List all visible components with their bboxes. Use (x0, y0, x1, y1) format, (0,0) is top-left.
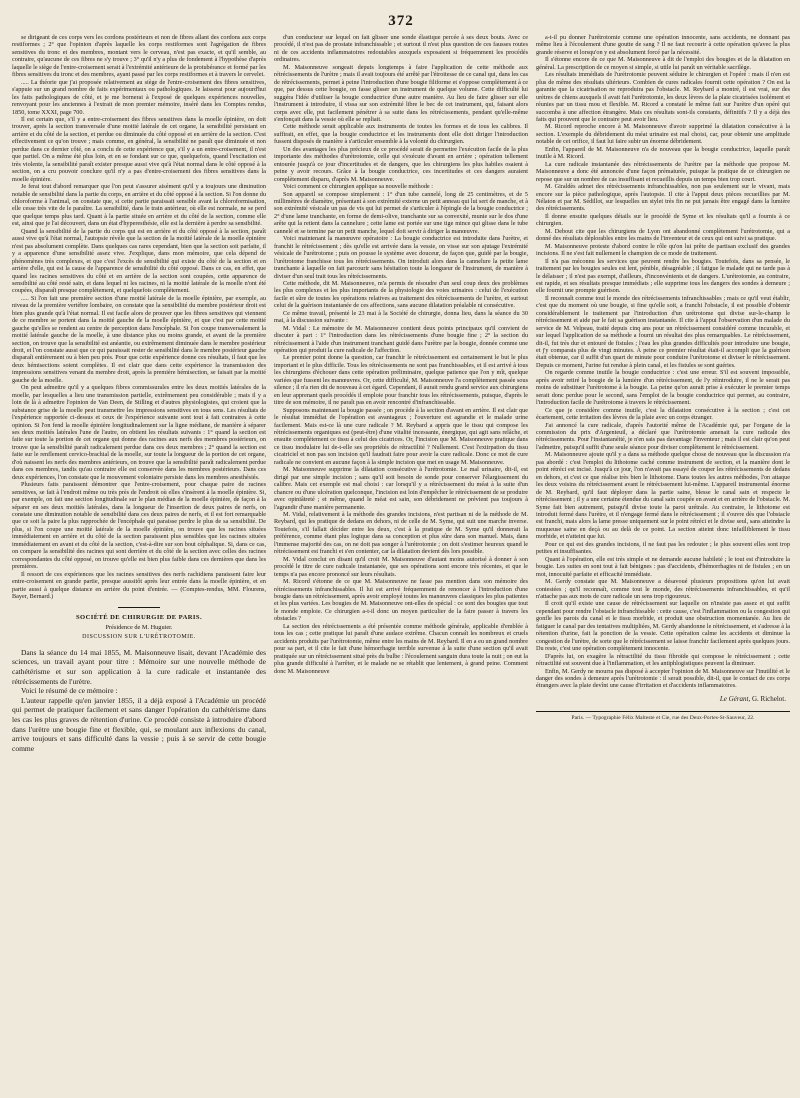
paragraph: M. Vidal : Le mémoire de M. Maisonneuve contient deux points principaux qu'il convient de discuter à part : 1° l'introduction dans les rétrécissements d'une bougie fine ; 2° la section du rétrécissement à l'aide d'un instrument tranchant guidé dans l'urètre par la bougie, donnée comme une opération qui produit la cure radicale de l'affection. (274, 324, 528, 355)
paragraph: Quand la sensibilité de la partie du corps qui est en arrière et du côté opposé à la section, paraît aussi vive qu'à l'état normal, l'autopsie révèle que la section de la moitié latérale de la moelle épinière n'est pas absolument complète. Dans quelques cas rares cependant, bien que la section soit parfaite, il y a apparence d'une sensibilité assez vive. J'explique, dans mon mémoire, que cela dépend de phénomènes très complexes, et que c'est l'excès de sensibilité qui existe du côté de la section et en arrière d'elle, qui est la cause de l'apparence de sensibilité du côté opposé. Dans ce cas, en effet, que quand les racines sensitives du côté et en arrière de la section sont coupées, cette apparence de sensibilité au côté resté sain, et dans lequel ni les racines, ni la moitié latérale de la moelle n'ont été coupées, disparaît presque complètement, et quelquefois complètement. (12, 227, 266, 295)
paragraph: M. Maisonneuve ajoute qu'il y a dans sa méthode quelque chose de nouveau que la discussion n'a pas abordé : c'est l'emploi du lithotome caché comme instrument de section, et la manière dont le point rétréci est incisé. Jusqu'à ce jour, l'on n'avait pas essayé de couper les rétrécissements de dedans en dehors, et c'est ce que réalise très bien le lithotome. Dans toutes les autres méthodes, l'on attaque les deux voisins du rétrécissement avant le rétrécissement lui-même. L'appareil instrumental énorme de M. Reybard, qu'il faut déployer dans la partie saine, blesse le canal sain et respecte le rétrécissement ; il y a une certaine étendue du canal sain coupée en avant et en arrière de l'obstacle. M. Syme fait bien autrement, puisqu'il divise toute la paroi urétrale. Au contraire, le lithotome est introduit fermé dans l'urètre, et il n'engage fermé dans le rétrécissement ; il s'ouvre dès que l'obstacle est franchi, mais alors la lame presse uniquement sur le point rétréci et le divise seul, sans atteindre la muqueuse saine en deçà ou au delà de ce point. La section atteint donc infailliblement le tissu morbide, et n'atteint que lui. (536, 451, 790, 541)
paragraph: Le premier point donne la question, car franchir le rétrécissement est certainement le but le plus important et le plus difficile. Tous les rétrécissements ne sont pas franchissables, et il est arrivé à tous les chirurgiens d'échouer dans cette opération préliminaire, quelque patience que l'on y mît, quelque variées que fussent les manœuvres. Or, cette difficulté, M. Maisonneuve l'a complètement passée sous silence ; il n'a rien dit de nouveau à cet égard. Cependant, il aurait rendu grand service aux chirurgiens en leur apprenant quels procédés il emploie pour franchir tous les rétrécissements, puisque, d'après le titre de son mémoire, il ne paraît pas en avoir rencontré d'infranchissable. (274, 354, 528, 407)
paragraph: Un des avantages les plus précieux de ce procédé serait de permettre l'exécution facile de la plus importante des méthodes d'urétrotomie, celle qui s'exécute d'avant en arrière ; opération tellement entourée jusqu'à ce jour d'incertitudes et de dangers, que les chirurgiens les plus habiles osaient à peine y avoir recours. Grâce à la bougie conductrice, ces incertitudes et ces dangers auraient complètement disparu, d'après M. Maisonneuve. (274, 145, 528, 183)
signature-role: Le Gérant, (719, 694, 751, 703)
column-3 (536, 34, 790, 1094)
paragraph: On regarde comme inutile la bougie conductrice : c'est une erreur. S'il est souvent impossible, après avoir retiré la bougie de la lumière d'un rétrécissement, de l'y réintroduire, il ne le serait pas moins de substituer l'urétrotome à la bougie. La peine qu'on aurait prise à exécuter le premier temps serait donc perdue pour le second, sans l'emploi de la bougie conductrice qui permet, au contraire, l'introduction facile de l'urétrotome à travers le rétrécissement. (536, 369, 790, 407)
paragraph: M. Vidal conclut en disant qu'il croit M. Maisonneuve d'autant moins autorisé à donner à son procédé le titre de cure radicale instantanée, que ses opérations sont encore très récentes, et que le temps n'a pas encore prononcé sur leurs résultats. (274, 555, 528, 578)
paragraph: J'ai annoncé la cure radicale, d'après l'autorité même de l'Académie qui, par l'organe de la commission du prix d'Argenteuil, a déclaré que l'urétrotomie amenait la cure radicale des rétrécissements. Pour l'instantanéité, je n'en sais pas davantage l'inventeur ; mais il est clair qu'on peut l'admettre, puisqu'il suffit d'une seule séance pour diviser complètement le rétrécissement. (536, 421, 790, 451)
paragraph: M. Debout cite que les chirurgiens de Lyon ont abandonné complètement l'urétrotomie, qui a donné des résultats déplorables entre les mains de l'inventeur et de ceux qui ont suivi sa pratique. (536, 227, 790, 243)
paragraph: Il donne ensuite quelques détails sur le procédé de Syme et les résultats qu'il a fournis à ce chirurgien. (536, 212, 790, 228)
paragraph: a-t-il pu donner l'urétrotomie comme une opération innocente, sans accidents, ne donnant pas même lieu à l'écoulement d'une goutte de sang ? Il ne faut recourir à cette opération qu'avec la plus grande réserve et lorsqu'on y est absolument forcé par la nécessité. (536, 34, 790, 56)
paragraph: Voici maintenant la manœuvre opératoire : La bougie conductrice est introduite dans l'urètre, et franchit le rétrécissement ; dès qu'elle est arrivée dans la vessie, on visse sur son ajutage l'extrémité vésicale de l'urétrotome ; puis on pousse le système avec douceur, de façon que, guidé par la bougie, l'urétrotome franchisse tous les rétrécissements. On introduit alors dans la cannelure la petite lame tranchante à laquelle on fait parcourir sans hésitation toute la longueur de l'instrument, de manière à diviser d'un seul trait tous les rétrécissements. (274, 235, 528, 280)
paragraph: Enfin, l'appareil de M. Maisonneuve n'a de nouveau que la bougie conductrice, laquelle paraît inutile à M. Ricord. (536, 145, 790, 161)
paragraph: Il n'a pas méconnu les services que peuvent rendre les bougies. Toutefois, dans sa pensée, le traitement par les bougies seules est lent, pénible, désagréable ; il fatigue le malade qui ne tarde pas à le délaisser ; il n'est pas exempt, d'ailleurs, d'inconvénients et de dangers. L'urétrotomie, au contraire, est rapide, et ses résultats presque immédiats ; elle supprime tous les dangers des sondes à demeure ; elle fournit une prompte guérison. (536, 257, 790, 295)
paragraph: Dans la séance du 14 mai 1855, M. Maisonneuve lisait, devant l'Académie des sciences, un travail ayant pour titre : Mémoire sur une nouvelle méthode de cathétérisme et sur son application à la cure radicale et instantanée des rétrécissements de l'urètre. (12, 647, 266, 686)
paragraph: Les résultats immédiats de l'urétrotomie peuvent séduire le chirurgien et l'opéré : mais il n'en est plus de même des résultats ultérieurs. Combien de cures radicales fournit cette opération ? On est la garantie que la cicatrisation ne reproduira pas l'obstacle. M. Reybard a montré, il est vrai, sur des urètres de chiens auxquels il avait fait l'urétrotomie, les deux lèvres de la plaie cicatrisées isolément et réunies par un tissu mou et flexible. M. Ricord a constaté le même fait sur l'urètre d'un opéré qui succomba à une affection étrangère. Mais ces résultats sont-ils constants, définitifs ? Il y a déjà des faits qui prouvent que le contraire peut avoir lieu. (536, 71, 790, 123)
paragraph: Ce même travail, présenté le 23 mai à la Société de chirurgie, donna lieu, dans la séance du 30 mai, à la discussion suivante : (274, 309, 528, 325)
column-3-body (536, 34, 790, 690)
column-2-body (274, 34, 528, 675)
paragraph: Ce que je considère comme inutile, c'est la dilatation consécutive à la section ; c'est cet écartement, cette irritation des lèvres de la plaie avec un corps étranger. (536, 406, 790, 422)
paragraph: ..... La théorie que j'ai proposée relativement au siège de l'entre-croisement des fibres sensitives, s'appuie sur un grand nombre de faits expérimentaux ou pathologiques. Je laisserai pour aujourd'hui les faits pathologiques de côté, et je me bornerai à l'exposé de quelques expériences nouvelles, renvoyant pour les anciennes à l'extrait de mon premier mémoire, inséré dans les Comptes rendus, 1850, tome XXXI, page 700. (12, 78, 266, 116)
paragraph: On peut admettre qu'il y a quelques fibres commissurales entre les deux moitiés latérales de la moelle, par lesquelles a lieu une transmission partielle, extrêmement peu considérable ; mais il y a loin de là à admettre l'opinion de Van Deen, de Stilling et d'autres physiologistes, qui croient que la substance grise de la moelle peut transmettre les impressions sensitives en tous sens. Les résultats de l'expérience rapportée ci-dessus et ceux de l'expérience suivante sont tout à fait contraires à cette opinion. Si l'on fend la moelle épinière longitudinalement sur la ligne médiane, de manière à séparer ses deux moitiés latérales l'une de l'autre, on obtient les résultats suivants : 1° quand la section est faite sur toute la portion de cet organe qui donne des racines aux nerfs des membres postérieurs, on trouve que la sensibilité paraît radicalement perdue dans ces deux membres ; 2° quand la section est faite sur le renflement cervico-brachial de la moelle, sur toute la longueur de la portion de cet organe, d'où naissent les nerfs des membres antérieurs, on trouve que la sensibilité paraît radicalement perdue dans ces membres, tandis qu'au contraire elle est conservée dans les membres postérieurs. Dans ces deux expériences, l'on constate que le mouvement volontaire persiste dans les membres anesthésiés. (12, 384, 266, 481)
paragraph: M. Giraldès admet des rétrécissements infranchissables, non pas seulement sur le vivant, mais encore sur la pièce pathologique, après l'autopsie. Il cite à l'appui deux pièces recueillies par M. Nélaton et par M. Sédillot, sur lesquelles un stylet très fin ne put jamais être engagé dans la lumière des rétrécissements. (536, 183, 790, 213)
paragraph: Il est certain que, s'il y a entre-croisement des fibres sensitives dans la moelle épinière, on doit trouver, après la section transversale d'une moitié latérale de cet organe, la sensibilité persistant en arrière et du côté de la section, et perdue ou diminuée du côté opposé et en arrière de la section. C'est effectivement ce qu'on trouve ; mais comme, en général, la sensibilité ne paraît que diminuée et non perdue dans ce dernier côté, on a conclu de cette expérience que, s'il y a un entre-croisement, il n'est que partiel. On a même été plus loin, et en se fondant sur ce que, quelquefois, quand l'excitation est très violente, la sensibilité paraît exister presque aussi vive qu'à l'état normal dans le côté opposé à la section, on a cru pouvoir conclure qu'il n'y a pas d'entre-croisement des fibres sensitives dans la moelle épinière. (12, 115, 266, 183)
paragraph: Il reconnaît comme tout le monde des rétrécissements infranchissables ; mais ce qu'il veut établir, c'est que du moment où une bougie, si fine qu'elle soit, a franchi l'obstacle, il est possible d'obtenir considérablement le traitement par l'introduction d'un urétrotome qui divise sur-le-champ le rétrécissement et aide par le fait sa guérison instantanée. Il cite à l'appui l'observation d'un malade du service de M. Velpeau, traité depuis cinq ans pour un rétrécissement considéré comme incurable, et sur lequel l'application de sa méthode a fourni un résultat des plus remarquables. Le rétrécissement, dit-il, fut très dur et entouré de fistules ; l'eau les plus grandes difficultés pour introduire une bougie, et j'y comparais plus de vingt minutes. À peine ce premier résultat était-il accompli que la guérison était obtenue, car il suffit d'un quart de minute pour conduire l'urétrotome et diviser le rétrécissement. Depuis ce moment, l'urine fut rendue à plein canal, et les fistules se sont guéries. (536, 294, 790, 369)
paragraph: Quant à l'opération, elle est très simple et ne demande aucune habileté ; le tout est d'introduire la bougie. Les suites en sont tout à fait bénignes : pas d'accidents, d'hémorrhagies ni de fistules ; en un mot, innocuité parfaite et efficacité immédiate. (536, 555, 790, 578)
paragraph: Enfin, M. Gerdy ne mourra pas disposé à accepter l'opinion de M. Maisonneuve sur l'inutilité et le danger des sondes à demeure après l'urétrotomie : il serait possible, dit-il, que le contact de ces corps étrangers avec la plaie devînt une cause d'irritation et d'accidents inflammatoires. (536, 667, 790, 690)
imprint-rule (536, 711, 790, 712)
paragraph: Supposons maintenant la bougie passée ; on procède à la section d'avant en arrière. Il est clair que le résultat immédiat de l'opération est avantageux ; l'ouverture est agrandie et le malade urine facilement. Mais est-ce là une cure radicale ? M. Reybard a appris que le tissu qui compose les rétrécissements organiques est (peut-être) d'une vitalité incessante, énergique, qui agit sans relâche, et ensuite complètement ce tissu à celui des cicatrices. Or, l'incision que M. Maisonneuve pratique dans ce tissu inodulaire lui de-t-elle ses propriétés de rétractilité ? Nullement. C'est l'extirpation du tissu cicatriciel et non pas son incision qu'il faudrait faire pour avoir la cure radicale. Donc ce mot de cure radicale ne convient en aucune façon à la simple incision que met en usage M. Maisonneuve. (274, 406, 528, 466)
section-separator (118, 607, 160, 608)
page-number: 372 (388, 13, 414, 29)
paragraph: Cette méthode, dit M. Maisonneuve, m'a permis de résoudre d'un seul coup deux des problèmes les plus complexes et les plus importants de la physiologie des voies urinaires : celui de l'exécution facile et sûre de toutes les opérations relatives au traitement des rétrécissements de l'urètre, et surtout celui de la guérison instantanée de ces affections, sans aucune dilatation préalable ni consécutive. (274, 279, 528, 310)
paragraph: Son appareil se compose simplement : 1° d'un tube cannelé, long de 25 centimètres, et de 5 millimètres de diamètre, présentant à son extrémité externe un petit anneau qui lui sert de manche, et à son extrémité vésicale un pas de vis qui lui permet de s'articuler à l'épingle de la bougie conductrice ; 2° d'une lame tranchante, en forme de demi-olive, tranchante sur sa convexité, munie sur le dos d'une arête qui la retient dans la cannelure ; cette lame est portée sur une tige mince qui glisse dans le tube cannelé et se termine par un petit manche, lequel doit servir à diriger la manœuvre. (274, 190, 528, 235)
paragraph: M. Ricord s'étonne de ce que M. Maisonneuve ne fasse pas mention dans son mémoire des rétrécissements infranchissables. Il lui est arrivé fréquemment de renoncer à l'introduction d'une bougie dans un rétrécissement, après avoir employé toutes les manœuvres classiques les plus patientes et les plus variées. Les bougies de M. Maisonneuve ont-elles de spécial : ce sont des bougies que tout le monde emploie. Ce chirurgien a-t-il donc un moyen particulier de la faire passer à travers les obstacles ? (274, 578, 528, 623)
paragraph: Plusieurs faits paraissent démontrer que l'entre-croisement, pour chaque paire de racines sensitives, se fait à l'endroit même ou très près de l'endroit où elles s'insèrent à la moelle épinière. Si, par exemple, on fait une section longitudinale sur le plan médian de la moelle épinière, de façon à la séparer en ses deux moitiés latérales, dans la longueur de l'insertion de deux paires de nerfs, on constate une diminution notable de sensibilité dans ces deux paires de nerfs, et il est fort remarquable que ce soit la paire la plus rapprochée de l'encéphale qui paraisse perdre le plus de sa sensibilité. De plus, si l'on coupe une moitié latérale de la moelle épinière, on trouve que les racines situées immédiatement en arrière et du côté de la section paraissent plus sensibles que les racines situées immédiatement en avant et du côté de la section, c'est-à-dire sur son bout céphalique. Si, dans ce cas, on compare la sensibilité des racines qui sont derrière et du côté de la section avec celles des racines correspondantes du côté opposé, on trouve qu'elle est bien plus faible dans ces dernières que dans les premières. (12, 481, 266, 571)
paragraph: D'après lui, on exagère la rétractilité du tissu fibroïde qui compose le rétrécissement ; cette rétractilité est souvent due à l'inflammation, et les antiphlogistiques peuvent la diminuer. (536, 652, 790, 668)
paragraph: M. Maisonneuve proteste d'abord contre le rôle qu'on lui prête de partisan exclusif des grandes incisions. Il ne s'est fait nullement le champion de ce mode de traitement. (536, 242, 790, 258)
paragraph: La section des rétrécissements a été présentée comme méthode générale, applicable d'emblée à tous les cas ; cette pratique lui paraît d'une audace extrême. Chacun connaît les nombreux et cruels accidents produits par l'urétrotomie, même entre les mains de M. Reybard. Il en a eu un grand nombre pour sa part, et il cite le fait d'une hémorrhagie terrible survenue à la suite d'une section qu'il avait pratiquée sur un rétrécissement situé près du bulbe : l'écoulement sanguin dura toute la nuit ; on eut la plus grande difficulté à l'arrêter, et le malade ne se rétablit que lentement, à grand peine. Comment donc M. Maisonneuve (274, 622, 528, 675)
paragraph: Il croit qu'il existe une cause de rétrécissement sur laquelle on n'insiste pas assez et qui suffit cependant pour rendre l'obstacle infranchissable : cette cause, c'est l'inflammation ou la congestion qui gonfle les parois du canal et le tissu morbide, et produit une obstruction momentanée. Au lieu de fatiguer le canal par des tentatives multipliées, M. Gerdy abandonne le rétrécissement, et s'adresse à la rétention d'urine, fait la ponction de la vessie. Cette opération calme les accidents et diminue la congestion de l'urètre, de sorte que le rétrécissement se laisse franchir facilement après quelques jours. Du reste, c'est une opération complètement innocente. (536, 600, 790, 653)
paragraph: se dirigeant de ces corps vers les cordons postérieurs et non de fibres allant des cordons aux corps restiformes ; 2° que l'opinion d'après laquelle les corps restiformes sont l'agrégation de fibres sensitives du tronc et des membres, montant vers le cerveau, n'est pas exacte, et qu'il semble, au contraire, qu'aucune de ces fibres ne s'y trouve ; 3° qu'il n'y a plus de fondement à l'hypothèse d'après laquelle le siège de l'entre-croisement serait à l'extrémité antérieure de la protubérance et formé par les fibres sensitives du tronc et des membres, ayant passé par les corps restiformes et à travers le cervelet. (12, 34, 266, 79)
paragraph: Il ressort de ces expériences que les racines sensitives des nerfs rachidiens paraissent faire leur entre-croisement en grande partie, presque aussitôt après leur entrée dans la moelle épinière, et en partie aussi à quelque distance en arrière du point d'entrée. — (Comptes-rendus, MM. Flourens, Bayer, Bernard.) (12, 570, 266, 600)
paragraph: Il s'étonne encore de ce que M. Maisonneuve à dit de l'emploi des bougies et de la dilatation en général. La prescription de ce moyen si simple, si utile lui paraît un véritable sacrilège. (536, 56, 790, 71)
text-columns (12, 34, 790, 1094)
paragraph: Cette méthode serait applicable aux instruments de toutes les formes et de tous les calibres. Il suffirait, en effet, que la bougie conductrice et les instruments dont elle doit diriger l'introduction fussent disposés de manière à s'articuler ensemble à la volonté du chirurgien. (274, 123, 528, 146)
paragraph: L'auteur rappelle qu'en janvier 1855, il a déjà exposé à l'Académie un procédé qui permet de pratiquer facilement et sans danger l'opération du cathétérisme dans les cas les plus graves de rétention d'urine. Ce procédé consiste à introduire d'abord dans l'urètre une bougie fine et flexible, qui, se moulant aux inflexions du canal, arrive toujours et sans difficulté dans la vessie ; puis à se servir de cette bougie comme (12, 695, 266, 753)
paragraph: La cure radicale instantanée des rétrécissements de l'urètre par la méthode que propose M. Maisonneuve a donc été annoncée d'une façon prématurée, puisque la pratique de ce chirurgien ne repose que sur un nombre de cas insuffisant et recueillis depuis un temps bien trop court. (536, 160, 790, 183)
paragraph: M. Maisonneuve supprime la dilatation consécutive à l'urétrotomie. Le mal urinaire, dit-il, est dirigé par une simple incision ; sans qu'il soit besoin de sonde pour conserver l'élargissement du calibre. Mais cet exemple est mal choisi : car lorsqu'il y a rétrécissement du méat à la suite d'un chancre ou d'une ulcération quelconque, l'incision est loin d'empêcher le rétrécissement de se produire avec opiniâtreté ; et même, quand le méat est sain, son débridement ne prévient pas toujours à l'agrandir d'une manière permanente. (274, 466, 528, 511)
paragraph: M. Vidal, relativement à la méthode des grandes incisions, n'est partisan ni de la méthode de M. Reybard, qui les pratique de dedans en dehors, ni de celle de M. Syme, qui suit une marche inverse. Toutefois, s'il fallait décider entre les deux, c'est à la pratique de M. Syme qu'il donnerait la préférence, comme étant plus logique dans sa conception et plus sûre dans son manuel. Mais, dans l'immense majorité des cas, on ne doit pas songer à l'urétrotomie ; on doit s'estimer heureux quand le rétrécissement est franchi et s'en contenter, car la dilatation devient dès lors possible. (274, 511, 528, 556)
signature (536, 696, 786, 703)
paragraph: d'un conducteur sur lequel on fait glisser une sonde élastique percée à ses deux bouts. Avec ce procédé, il n'est pas de prostate infranchissable ; et surtout il n'est plus question de ces fausses routes ni de ces accidents inflammatoires redoutables auxquels exposaient si fréquemment les procédés ordinaires. (274, 34, 528, 64)
paragraph: Voici le résumé de ce mémoire : (21, 686, 118, 696)
paragraph: Je ferai tout d'abord remarquer que l'on peut s'assurer aisément qu'il y a toujours une diminution notable de sensibilité dans la partie du corps, en arrière et du côté opposé à la section. Si l'on donne du chloroforme à l'animal, on constate que, si cette partie paraissait sensible avant la chloroformisation, elle cesse très vite de le paraître. La sensibilité, dans le train antérieur, où elle est normale, ne se perd que quelque temps plus tard. Quant à la partie située en arrière et du côté de la section, comme elle est, ainsi que je l'ai découvert, dans un état d'hyperesthésie, elle est la dernière à perdre sa sensibilité. (12, 183, 266, 228)
session-intro (12, 648, 266, 754)
signature-name: G. Richelot. (751, 694, 786, 703)
imprint: Paris. — Typographie Félix Malteste et Cie, rue des Deux-Portes-St-Sauveur, 22. (571, 715, 755, 722)
paragraph: ..... Si l'on fait une première section d'une moitié latérale de la moelle épinière, par exemple, au niveau de la première vertèbre lombaire, on constate que la sensibilité du membre postérieur droit est bien plus grande qu'à l'état normal. Il est facile alors de prouver que les fibres sensitives qui viennent de ce membre se portent dans la moitié gauche de la moelle épinière, et que c'est par cette moitié gauche qu'elles se rendent au centre de perception dans l'encéphale. Si l'on coupe transversalement la moitié latérale gauche de la moelle, à une distance plus ou moins grande, et avant de la première section, on trouve que la sensibilité est anéantie, ou extrêmement diminuée dans le membre postérieur droit, et l'on constate aussi que ce qui paraissait rester de sensibilité dans le membre postérieur gauche disparaît entièrement ou à bien peu près. Pour que cette expérience donne ces résultats, il faut que les deux hémisections soient complètes. Il est clair que dans cette expérience la transmission des impressions sensitives venant du membre droit, après la première hémisection, se faisait par la moitié gauche de la moelle. (12, 294, 266, 384)
section-topic: DISCUSSION SUR L'URÉTROTOMIE. (82, 634, 196, 641)
section-president: Présidence de M. Huguier. (105, 623, 173, 631)
paragraph: M. Ricord reproche encore à M. Maisonneuve d'avoir supprimé la dilatation consécutive à la section. L'exemple du débridement du méat urinaire est mal choisi, car, pour obtenir une amplitude notable de cet orifice, il faut lui faire subir un énorme débridement. (536, 123, 790, 146)
column-1 (12, 34, 266, 1094)
column-1-body (12, 34, 266, 600)
paragraph: M. Maisonneuve songeait depuis longtemps à faire l'application de cette méthode aux rétrécissements de l'urètre ; mais il avait toujours été arrêté par l'étroitesse de ce canal qui, dans les cas de rétrécissements, permet à peine l'introduction d'une bougie filiforme et s'oppose complètement à ce que, par dessus cette bougie, on fasse glisser un instrument de quelque volume. Cette difficulté lui suggéra l'idée d'utiliser la bougie conductrice d'une autre manière. Au lieu de faire glisser sur elle l'instrument à introduire, il vissa sur son extrémité libre le bec de cet instrument, qui, faisant alors corps avec elle, put facilement pénétrer à sa suite dans les rétrécissements, pendant qu'elle-même s'enfonçait dans la vessie où elle se repliait. (274, 63, 528, 123)
paragraph: Voici comment ce chirurgien applique sa nouvelle méthode : (283, 183, 433, 191)
paragraph: Pour ce qui est des grandes incisions, il ne faut pas les redouter ; le plus souvent elles sont trop petites et insuffisantes. (536, 540, 790, 556)
column-2 (274, 34, 528, 1094)
paragraph: M. Gerdy constate que M. Maisonneuve a désavoué plusieurs propositions qu'on lui avait contestées ; qu'il reconnaît, comme tout le monde, des rétrécissements infranchissables, et qu'il n'attache pas aux mots de cure radicale un sens trop rigoureux. (536, 578, 790, 600)
section-title: SOCIÉTÉ DE CHIRURGIE DE PARIS. (75, 614, 202, 622)
